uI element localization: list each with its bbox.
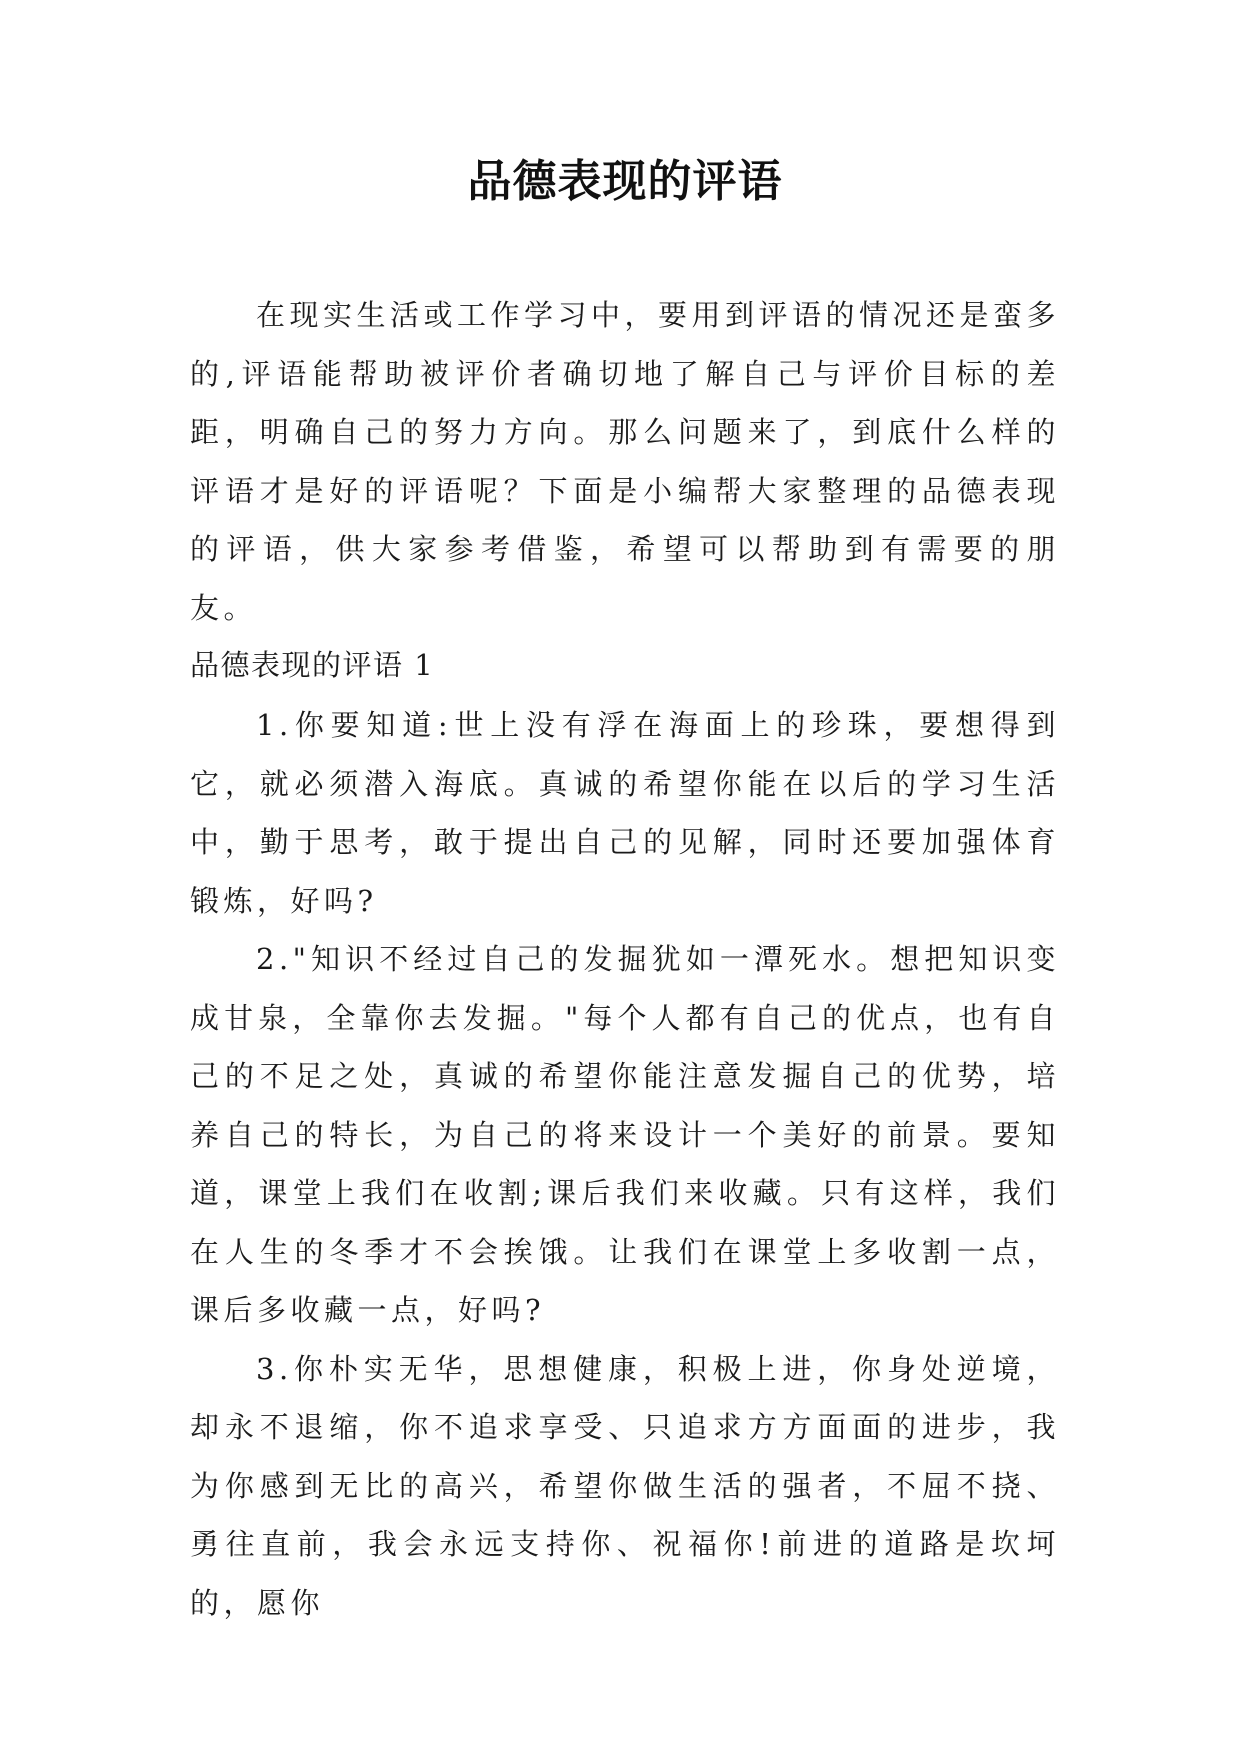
comment-item-1: 1.你要知道:世上没有浮在海面上的珍珠，要想得到它，就必须潜入海底。真诚的希望你能在以后的学习生活中，勤于思考，敢于提出自己的见解，同时还要加强体育锻炼，好吗?	[190, 708, 1060, 918]
comment-list	[190, 696, 1060, 1632]
document-title: 品德表现的评语	[467, 156, 783, 207]
comment-item-3: 3.你朴实无华，思想健康，积极上进，你身处逆境，却永不退缩，你不追求享受、只追求方方面面的进步，我为你感到无比的高兴，希望你做生活的强者，不屈不挠、勇往直前，我会永远支持你、祝福你!前进的道路是坎坷的，愿你	[190, 1351, 1060, 1620]
comment-item-2: 2."知识不经过自己的发掘犹如一潭死水。想把知识变成甘泉，全靠你去发掘。"每个人都有自己的优点，也有自己的不足之处，真诚的希望你能注意发掘自己的优势，培养自己的特长，为自己的将来设计一个美好的前景。要知道，课堂上我们在收割;课后我们来收藏。只有这样，我们在人生的冬季才不会挨饿。让我们在课堂上多收割一点，课后多收藏一点，好吗?	[190, 942, 1060, 1327]
intro-paragraph: 在现实生活或工作学习中，要用到评语的情况还是蛮多的,评语能帮助被评价者确切地了解自己与评价目标的差距，明确自己的努力方向。那么问题来了，到底什么样的评语才是好的评语呢？下面是小编帮大家整理的品德表现的评语，供大家参考借鉴，希望可以帮助到有需要的朋友。	[190, 298, 1061, 625]
section-heading: 品德表现的评语 1	[190, 648, 435, 682]
